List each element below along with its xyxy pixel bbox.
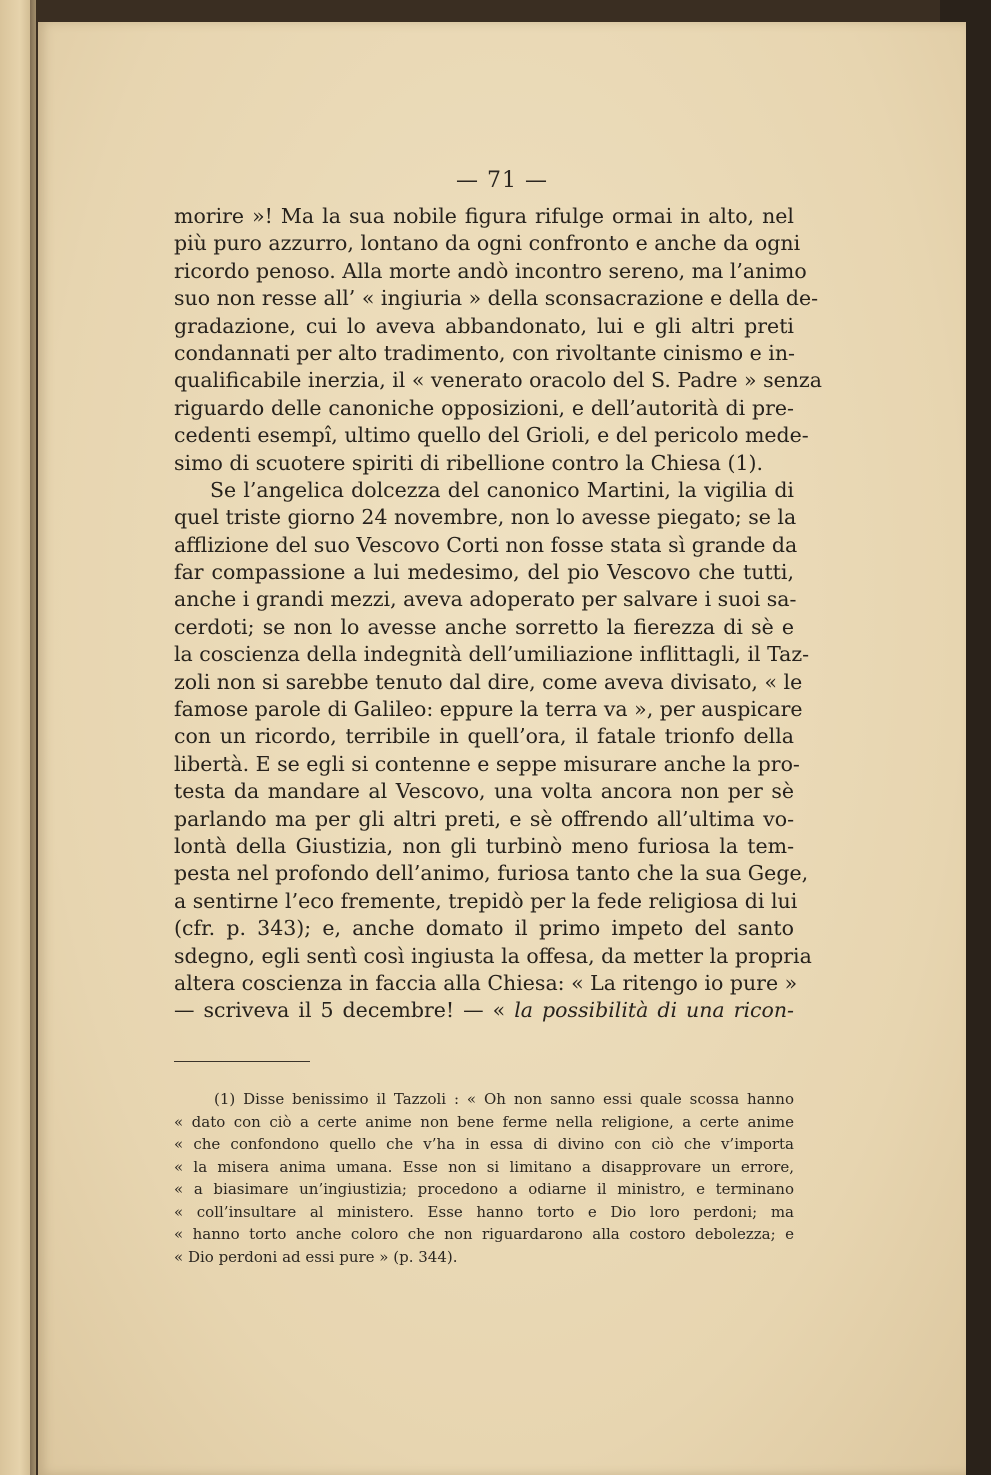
text-line: sdegno, egli sentì così ingiusta la offesa, da metter la propria bbox=[174, 943, 812, 968]
footnote-line: « la misera anima umana. Esse non si limitano a disapprovare un errore, bbox=[174, 1157, 794, 1176]
text-line: zoli non si sarebbe tenuto dal dire, come aveva divisato, « le bbox=[174, 669, 803, 694]
paragraph-start-line: Se l’angelica dolcezza del canonico Martini, la vigilia di bbox=[210, 477, 794, 502]
text-plain: — scriveva il 5 decembre! — « bbox=[174, 998, 506, 1023]
text-line: suo non resse all’ « ingiuria » della sconsacrazione e della de- bbox=[174, 286, 819, 311]
text-line: anche i grandi mezzi, aveva adoperato per salvare i suoi sa- bbox=[174, 587, 797, 612]
text-line: cedenti esempî, ultimo quello del Grioli, e del pericolo mede- bbox=[174, 423, 809, 448]
footnote-line: (1) Disse benissimo il Tazzoli : « Oh non sanno essi quale scossa hanno bbox=[214, 1090, 794, 1108]
text-line: quel triste giorno 24 novembre, non lo avesse piegato; se la bbox=[174, 505, 797, 530]
footnote-line: « che confondono quello che v’ha in essa di divino con ciò che v’importa bbox=[174, 1135, 794, 1153]
text-line: simo di scuotere spiriti di ribellione contro la Chiesa (1). bbox=[174, 450, 764, 475]
footnote-rule bbox=[174, 1061, 310, 1062]
text-line: cerdoti; se non lo avesse anche sorretto la fierezza di sè e bbox=[174, 614, 794, 639]
text-line: la coscienza della indegnità dell’umiliazione inflittagli, il Taz- bbox=[174, 642, 810, 667]
text-line: far compassione a lui medesimo, del pio Vescovo che tutti, bbox=[174, 560, 794, 585]
footnote bbox=[174, 1088, 794, 1268]
text-line: libertà. E se egli si contenne e seppe misurare anche la pro- bbox=[174, 751, 800, 776]
text-line: con un ricordo, terribile in quell’ora, il fatale trionfo della bbox=[174, 724, 794, 749]
text-line: morire »! Ma la sua nobile figura rifulge ormai in alto, nel bbox=[174, 204, 794, 228]
text-line: gradazione, cui lo aveva abbandonato, lui e gli altri preti bbox=[174, 313, 794, 338]
text-line: condannati per alto tradimento, con rivoltante cinismo e in- bbox=[174, 340, 795, 365]
text-line: afflizione del suo Vescovo Corti non fosse stata sì grande da bbox=[174, 532, 798, 557]
text-line: famose parole di Galileo: eppure la terra va », per auspicare bbox=[174, 697, 803, 722]
footnote-line: « dato con ciò a certe anime non bene ferme nella religione, a certe anime bbox=[174, 1112, 794, 1131]
text-line: (cfr. p. 343); e, anche domato il primo impeto del santo bbox=[174, 916, 794, 941]
text-line: altera coscienza in faccia alla Chiesa: « La ritengo io pure » bbox=[174, 970, 798, 995]
page-number: — 71 — bbox=[456, 168, 548, 193]
text-line: ricordo penoso. Alla morte andò incontro sereno, ma l’animo bbox=[174, 258, 807, 283]
footnote-line: « coll’insultare al ministero. Esse hanno torto e Dio loro perdoni; ma bbox=[174, 1202, 794, 1221]
text-line: più puro azzurro, lontano da ogni confronto e anche da ogni bbox=[174, 231, 801, 256]
text-line: a sentirne l’eco fremente, trepidò per la fede religiosa di lui bbox=[174, 888, 798, 913]
footnote-line: « Dio perdoni ad essi pure » (p. 344). bbox=[174, 1247, 458, 1266]
footnote-line: « a biasimare un’ingiustizia; procedono a odiarne il ministro, e terminano bbox=[174, 1180, 794, 1198]
book-page bbox=[38, 22, 966, 1475]
text-line: parlando ma per gli altri preti, e sè offrendo all’ultima vo- bbox=[174, 806, 794, 831]
text-line: testa da mandare al Vescovo, una volta ancora non per sè bbox=[174, 779, 794, 804]
text-line-final bbox=[174, 997, 794, 1024]
text-line: qualificabile inerzia, il « venerato oracolo del S. Padre » senza bbox=[174, 368, 822, 393]
main-text bbox=[174, 203, 822, 1025]
text-line: riguardo delle canoniche opposizioni, e dell’autorità di pre- bbox=[174, 395, 794, 420]
footnote-line: « hanno torto anche coloro che non riguardarono alla costoro debolezza; e bbox=[174, 1225, 794, 1243]
text-line: lontà della Giustizia, non gli turbinò meno furiosa la tem- bbox=[174, 833, 794, 858]
text-line: pesta nel profondo dell’animo, furiosa tanto che la sua Gege, bbox=[174, 861, 809, 886]
text-italic: la possibilità di una ricon- bbox=[514, 998, 794, 1023]
